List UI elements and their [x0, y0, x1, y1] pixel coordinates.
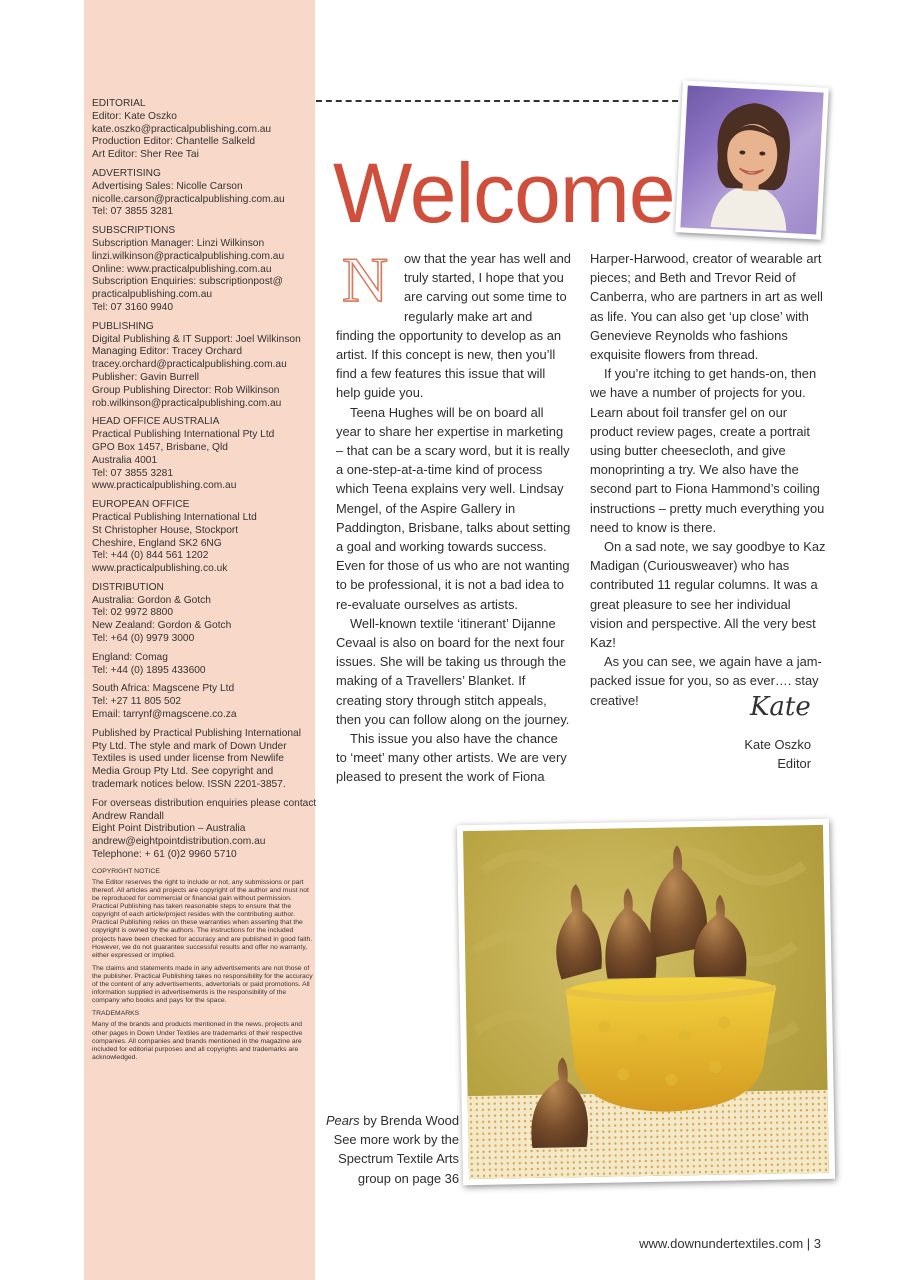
trademarks-text: Many of the brands and products mentioned in the news, projects and other pages in Down Under Textiles are trademarks of their respective companies. All companies and brands mentioned in the magazine are included for editorial purposes and all copyrights and trademarks are acknowledged. [92, 1021, 303, 1061]
legal-notices [92, 868, 314, 1062]
artwork-caption [326, 1111, 459, 1188]
masthead-line: Andrew Randall [92, 810, 164, 822]
email-link[interactable]: andrew@eightpointdistribution.com.au [92, 836, 266, 848]
article-paragraph: Well-known textile ‘itinerant’ Dijanne Cevaal is also on board for the next four issues. She will be taking us through the making of a Travellers’ Blanket. If creating story through stitch appeals, then you can follow along on the journey. [336, 615, 570, 727]
article-paragraph: Teena Hughes will be on board all year to share her expertise in marketing – that can be a scary word, but it is really a one-step-at-a-time kind of process which Teena explains very well. Lindsay Mengel, of the Aspire Gallery in Paddington, Brisbane, talks about setting a goal and working towards success. Even for those of us who are not wanting to be professional, it is not a bad idea to re-evaluate ourselves as artists. [336, 404, 571, 612]
email-link[interactable]: tracey.orchard@practicalpublishing.com.au [92, 359, 287, 371]
email-link[interactable]: Subscription Enquiries: subscriptionpost@ [92, 276, 283, 288]
masthead-south-africa [92, 683, 314, 721]
page-number: 3 [813, 1236, 821, 1251]
editor-portrait-illustration [680, 86, 823, 235]
email-link[interactable]: kate.oszko@practicalpublishing.com.au [92, 123, 272, 135]
artwork-image [457, 819, 835, 1185]
email-link[interactable]: Email: tarrynf@magscene.co.za [92, 709, 237, 721]
masthead-line: Group Publishing Director: Rob Wilkinson [92, 384, 280, 396]
masthead-line: Tel: +64 (0) 9979 3000 [92, 633, 195, 645]
caption-line-4: group on page 36 [357, 1170, 459, 1186]
article-column-2 [590, 249, 826, 710]
masthead-distribution [92, 582, 314, 646]
masthead-editorial [92, 98, 314, 162]
email-link[interactable]: practicalpublishing.com.au [92, 289, 213, 301]
editor-name: Kate Oszko [744, 737, 811, 752]
editor-role: Editor [777, 756, 811, 771]
masthead-line: England: Comag [92, 651, 168, 663]
pears-artwork-illustration [463, 825, 829, 1179]
drop-cap: N [341, 244, 389, 315]
masthead-publishing [92, 321, 314, 411]
copyright-heading: COPYRIGHT NOTICE [92, 867, 160, 875]
masthead-line: Tel: +44 (0) 844 561 1202 [92, 550, 209, 562]
masthead-england [92, 652, 314, 678]
email-link[interactable]: nicolle.carson@practicalpublishing.com.au [92, 193, 285, 205]
masthead-head-office [92, 416, 314, 493]
section-heading: EUROPEAN OFFICE [92, 499, 190, 511]
caption-line-1 [326, 1111, 459, 1130]
section-heading: DISTRIBUTION [92, 581, 164, 593]
caption-line-3: Spectrum Textile Arts [338, 1151, 459, 1167]
article-column-1 [336, 244, 572, 787]
masthead [92, 98, 317, 1067]
masthead-line: South Africa: Magscene Pty Ltd [92, 683, 235, 695]
caption-line-2: See more work by the [333, 1132, 459, 1148]
masthead-line: Advertising Sales: Nicolle Carson [92, 180, 243, 192]
section-heading: EDITORIAL [92, 98, 146, 109]
masthead-line: GPO Box 1457, Brisbane, Qld [92, 441, 228, 453]
masthead-line: Tel: 07 3855 3281 [92, 467, 174, 479]
caption-title: Pears [325, 1113, 360, 1128]
section-heading: HEAD OFFICE AUSTRALIA [92, 416, 220, 428]
editor-photo [675, 80, 829, 239]
article-title: Welcome [333, 146, 675, 240]
claims-text: The claims and statements made in any advertisements are not those of the publisher. Practical Publishing takes no responsibility for the accuracy of the content of any advertisements, advertorials or paid promotions. All information supplied in advertisements is the responsibility of the company who books and pays for the space. [92, 964, 313, 1005]
masthead-line: Subscription Manager: Linzi Wilkinson [92, 237, 265, 249]
masthead-line: Digital Publishing & IT Support: Joel Wilkinson [92, 333, 301, 345]
masthead-line: Tel: 02 9972 8800 [92, 607, 174, 619]
masthead-line: Managing Editor: Tracey Orchard [92, 346, 243, 358]
editor-signature: Kate [750, 692, 811, 722]
masthead-subscriptions [92, 225, 314, 315]
masthead-overseas [92, 797, 317, 862]
masthead-line: Tel: 07 3160 9940 [92, 301, 174, 313]
editor-credit [744, 735, 811, 773]
section-heading: ADVERTISING [92, 167, 161, 179]
masthead-line: Practical Publishing International Pty Ltd [92, 429, 275, 441]
masthead-line: Tel: +27 11 805 502 [92, 696, 182, 708]
masthead-european-office [92, 499, 314, 576]
footer-separator: | [803, 1236, 814, 1251]
masthead-line: Telephone: + 61 (0)2 9960 5710 [92, 849, 237, 861]
masthead-line: Art Editor: Sher Ree Tai [92, 149, 199, 161]
article-paragraph: On a sad note, we say goodbye to Kaz Madigan (Curiousweaver) who has contributed 11 regular columns. It was a great pleasure to see her individual vision and perspective. All the very best Kaz! [590, 539, 826, 651]
masthead-line: Tel: +44 (0) 1895 433600 [92, 664, 206, 676]
masthead-line: Practical Publishing International Ltd [92, 511, 257, 523]
masthead-line: Editor: Kate Oszko [92, 110, 177, 122]
article-paragraph: As you can see, we again have a jam-packed issue for you, so as ever…. stay creative! [590, 654, 822, 708]
copyright-text: The Editor reserves the right to include or not, any submissions or part thereof. All articles and projects are copyright of the author and must not be reproduced for commercial or financial gain without permission. Practical Publishing has taken reasonable steps to ensure that the copyright of each article/project resides with the contributing author. Practical Publishing relies on these warranties when asserting that the copyright is owned by the authors. The instructions for the included projects have been checked for accuracy and are published in good faith. However, we do not guarantee successful results and offer no warranty, either expressed or implied. [92, 878, 313, 959]
masthead-line: Cheshire, England SK2 6NG [92, 537, 222, 549]
email-link[interactable]: rob.wilkinson@practicalpublishing.com.au [92, 397, 282, 409]
masthead-line: Australia: Gordon & Gotch [92, 594, 211, 606]
trademarks-heading: TRADEMARKS [92, 1010, 140, 1018]
masthead-line: Tel: 07 3855 3281 [92, 206, 174, 218]
article-paragraph: If you’re itching to get hands-on, then we have a number of projects for you. Learn about foil transfer gel on our product review pages, create a portrait using butter cheesecloth, and give monoprinting a try. We also have the second part to Fiona Hammond’s coiling instructions – pretty much everything you need to know is there. [590, 366, 825, 535]
dashed-divider [316, 100, 688, 102]
section-heading: SUBSCRIPTIONS [92, 225, 176, 237]
masthead-line: Eight Point Distribution – Australia [92, 823, 246, 835]
masthead-line: St Christopher House, Stockport [92, 524, 239, 536]
article-paragraph: This issue you also have the chance to ‘meet’ many other artists. We are very pleased to present the work of Fiona [336, 731, 567, 785]
page-footer [639, 1236, 821, 1251]
published-by-notice: Published by Practical Publishing International Pty Ltd. The style and mark of Down Under Textiles is used under license from Newlife Media Group Pty Ltd. See copyright and trademark notices below. ISSN 2201-3857. [92, 727, 301, 791]
footer-website-link[interactable]: www.downundertextiles.com [639, 1236, 804, 1251]
masthead-advertising [92, 168, 314, 219]
masthead-line: Australia 4001 [92, 454, 158, 466]
website-link[interactable]: Online: www.practicalpublishing.com.au [92, 263, 272, 275]
section-heading: PUBLISHING [92, 320, 154, 332]
email-link[interactable]: linzi.wilkinson@practicalpublishing.com.au [92, 250, 285, 262]
caption-artist: by Brenda Wood [359, 1113, 459, 1128]
article-paragraph: ow that the year has well and truly started, I hope that you are carving out some time to regularly make art and finding the opportunity to develop as an artist. If this concept is new, then you’ll find a few features this issue that will help guide you. [336, 251, 571, 401]
masthead-line: Production Editor: Chantelle Salkeld [92, 136, 256, 148]
article-paragraph: Harper-Harwood, creator of wearable art pieces; and Beth and Trevor Reid of Canberra, who are partners in art as well as life. You can also get ‘up close’ with Genevieve Reynolds who fashions exquisite flowers from thread. [590, 251, 823, 363]
website-link[interactable]: www.practicalpublishing.com.au [92, 480, 237, 492]
website-link[interactable]: www.practicalpublishing.co.uk [92, 563, 228, 575]
masthead-line: For overseas distribution enquiries please contact [92, 797, 317, 809]
masthead-line: New Zealand: Gordon & Gotch [92, 620, 232, 632]
masthead-line: Publisher: Gavin Burrell [92, 371, 200, 383]
